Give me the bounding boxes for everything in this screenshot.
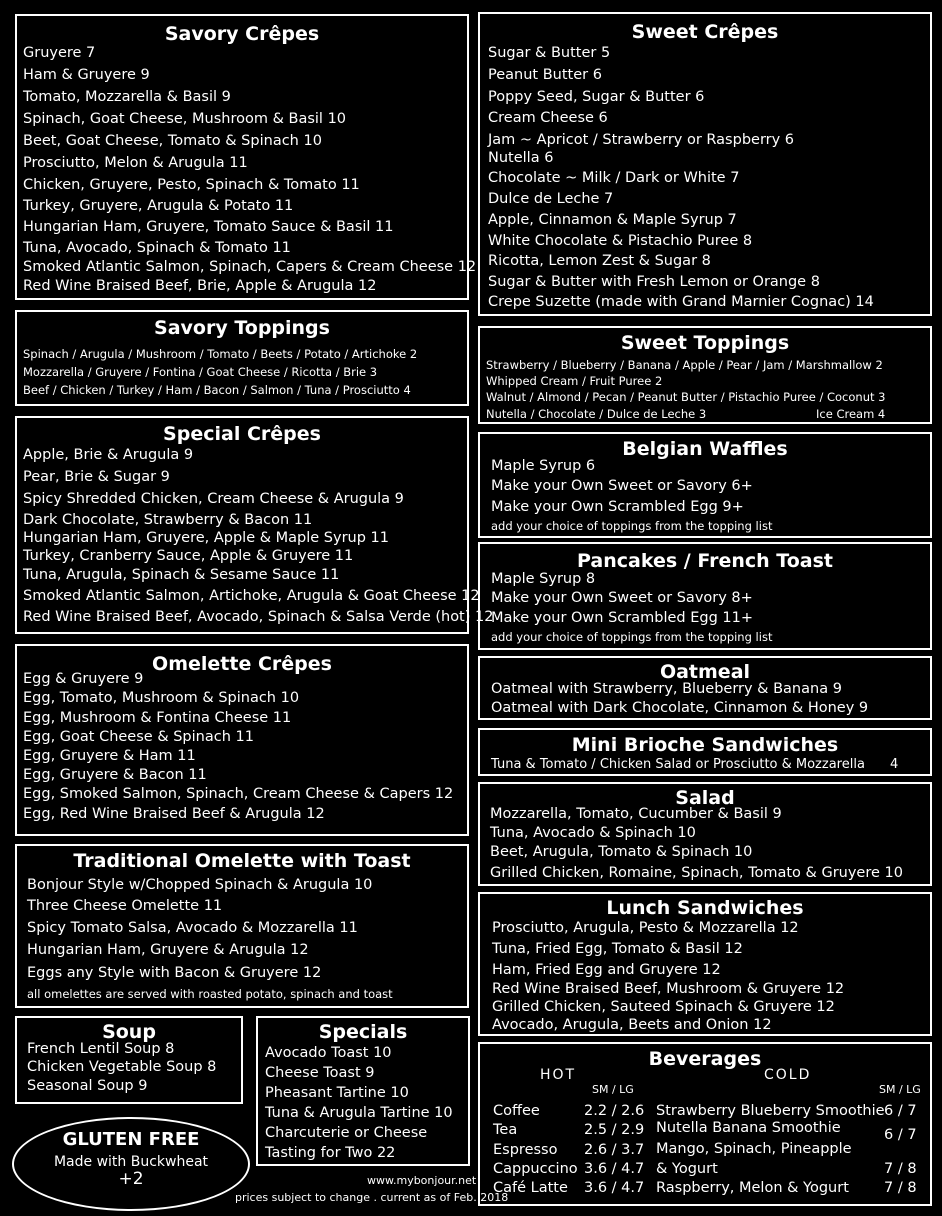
cold-beverage-name: & Yogurt (656, 1161, 718, 1177)
special-crepes-item: Spicy Shredded Chicken, Cream Cheese & Arugula 9 (23, 491, 404, 507)
special-crepes-item: Turkey, Cranberry Sauce, Apple & Gruyere 11 (23, 548, 354, 564)
savory-crepes-item: Smoked Atlantic Salmon, Spinach, Capers & Cream Cheese 12 (23, 259, 477, 275)
traditional-item: Spicy Tomato Salsa, Avocado & Mozzarella 11 (27, 920, 358, 936)
traditional-item: Three Cheese Omelette 11 (27, 898, 223, 914)
brioche-price: 4 (890, 757, 899, 772)
savory-crepes-item: Hungarian Ham, Gruyere, Tomato Sauce & Basil 11 (23, 219, 394, 235)
lunch-item: Grilled Chicken, Sauteed Spinach & Gruyere 12 (492, 999, 835, 1015)
hot-beverage-name: Coffee (493, 1103, 540, 1119)
traditional-item: Eggs any Style with Bacon & Gruyere 12 (27, 965, 322, 981)
lunch-item: Red Wine Braised Beef, Mushroom & Gruyere 12 (492, 981, 845, 997)
sweet-crepes-item: Dulce de Leche 7 (488, 191, 614, 207)
savory-crepes-item: Gruyere 7 (23, 45, 96, 61)
beverages-hot-header: HOT (540, 1067, 577, 1083)
omelette-crepes-item: Egg, Red Wine Braised Beef & Arugula 12 (23, 806, 325, 822)
lunch-item: Prosciutto, Arugula, Pesto & Mozzarella 12 (492, 920, 799, 936)
gluten-free-title: GLUTEN FREE (62, 1129, 200, 1150)
sweet-crepes-item: White Chocolate & Pistachio Puree 8 (488, 233, 753, 249)
cold-beverage-price: 7 / 8 (884, 1180, 917, 1196)
sweet-crepes-item: Poppy Seed, Sugar & Butter 6 (488, 89, 705, 105)
waffles-item: Maple Syrup 6 (491, 458, 596, 474)
beverages-title: Beverages (648, 1048, 762, 1070)
specials-item: Charcuterie or Cheese (265, 1125, 428, 1141)
specials-item: Avocado Toast 10 (265, 1045, 392, 1061)
hot-beverage-name: Cappuccino (493, 1161, 578, 1177)
sweet-toppings-title: Sweet Toppings (620, 332, 790, 354)
hot-beverage-name: Tea (493, 1122, 518, 1138)
waffles-item: Make your Own Scrambled Egg 9+ (491, 499, 744, 515)
cold-beverage-price: 6 / 7 (884, 1127, 917, 1143)
traditional-item: Hungarian Ham, Gruyere & Arugula 12 (27, 942, 309, 958)
special-crepes-item: Dark Chocolate, Strawberry & Bacon 11 (23, 512, 313, 528)
savory-crepes-item: Prosciutto, Melon & Arugula 11 (23, 155, 248, 171)
waffles-note: add your choice of toppings from the topping list (491, 519, 773, 533)
savory-crepes-item: Tomato, Mozzarella & Basil 9 (23, 89, 231, 105)
traditional-note: all omelettes are served with roasted potato, spinach and toast (27, 987, 393, 1001)
oatmeal-item: Oatmeal with Dark Chocolate, Cinnamon & Honey 9 (491, 700, 869, 716)
cold-size-label: SM / LG (879, 1083, 921, 1096)
special-crepes-item: Apple, Brie & Arugula 9 (23, 447, 194, 463)
savory-crepes-item: Red Wine Braised Beef, Brie, Apple & Arugula 12 (23, 278, 377, 294)
special-crepes-item: Hungarian Ham, Gruyere, Apple & Maple Syrup 11 (23, 530, 390, 546)
cold-beverage-name: Nutella Banana Smoothie (656, 1120, 841, 1136)
savory-toppings-item: Beef / Chicken / Turkey / Ham / Bacon / Salmon / Tuna / Prosciutto 4 (23, 383, 411, 397)
sweet-crepes-item: Chocolate ~ Milk / Dark or White 7 (488, 170, 740, 186)
gluten-free-price: +2 (118, 1169, 144, 1189)
soup-item: French Lentil Soup 8 (27, 1041, 175, 1057)
cold-beverage-price: 7 / 8 (884, 1161, 917, 1177)
special-crepes-item: Red Wine Braised Beef, Avocado, Spinach & Salsa Verde (hot) 12 (23, 609, 494, 625)
sweet-toppings-item: Whipped Cream / Fruit Puree 2 (486, 374, 663, 388)
omelette-crepes-item: Egg, Gruyere & Bacon 11 (23, 767, 207, 783)
savory-toppings-item: Mozzarella / Gruyere / Fontina / Goat Cheese / Ricotta / Brie 3 (23, 365, 378, 379)
savory-crepes-item: Tuna, Avocado, Spinach & Tomato 11 (23, 240, 291, 256)
brioche-item: Tuna & Tomato / Chicken Salad or Prosciutto & Mozzarella (491, 757, 865, 772)
lunch-title: Lunch Sandwiches (606, 897, 804, 919)
pancakes-note: add your choice of toppings from the topping list (491, 630, 773, 644)
oatmeal-title: Oatmeal (659, 661, 751, 683)
omelette-crepes-title: Omelette Crêpes (152, 653, 332, 675)
soup-item: Chicken Vegetable Soup 8 (27, 1059, 217, 1075)
gluten-free-subtitle: Made with Buckwheat (53, 1154, 209, 1170)
sweet-crepes-item: Apple, Cinnamon & Maple Syrup 7 (488, 212, 737, 228)
salad-item: Grilled Chicken, Romaine, Spinach, Tomato & Gruyere 10 (490, 865, 903, 881)
soup-item: Seasonal Soup 9 (27, 1078, 148, 1094)
cold-beverage-price: 6 / 7 (884, 1103, 917, 1119)
omelette-crepes-item: Egg, Goat Cheese & Spinach 11 (23, 729, 254, 745)
gluten-free-badge (12, 1117, 250, 1211)
specials-item: Pheasant Tartine 10 (265, 1085, 409, 1101)
special-crepes-item: Pear, Brie & Sugar 9 (23, 469, 170, 485)
oatmeal-item: Oatmeal with Strawberry, Blueberry & Banana 9 (491, 681, 842, 697)
cold-beverage-name: Raspberry, Melon & Yogurt (656, 1180, 849, 1196)
sweet-crepes-title: Sweet Crêpes (631, 21, 779, 43)
hot-beverage-name: Espresso (493, 1142, 558, 1158)
pancakes-item: Make your Own Sweet or Savory 8+ (491, 590, 753, 606)
sweet-crepes-item: Cream Cheese 6 (488, 110, 608, 126)
traditional-omelette-title: Traditional Omelette with Toast (73, 850, 411, 872)
salad-item: Mozzarella, Tomato, Cucumber & Basil 9 (490, 806, 782, 822)
sweet-crepes-item: Sugar & Butter with Fresh Lemon or Orange 8 (488, 274, 820, 290)
soup-title: Soup (102, 1021, 156, 1043)
specials-item: Tasting for Two 22 (265, 1145, 396, 1161)
special-crepes-item: Tuna, Arugula, Spinach & Sesame Sauce 11 (23, 567, 340, 583)
omelette-crepes-item: Egg & Gruyere 9 (23, 671, 144, 687)
omelette-crepes-item: Egg, Smoked Salmon, Spinach, Cream Cheese & Capers 12 (23, 786, 454, 802)
salad-title: Salad (675, 787, 735, 809)
lunch-item: Tuna, Fried Egg, Tomato & Basil 12 (492, 941, 743, 957)
hot-beverage-price: 2.6 / 3.7 (584, 1142, 645, 1158)
savory-crepes-item: Beet, Goat Cheese, Tomato & Spinach 10 (23, 133, 322, 149)
omelette-crepes-item: Egg, Gruyere & Ham 11 (23, 748, 196, 764)
savory-toppings-title: Savory Toppings (154, 317, 330, 339)
sweet-toppings-item: Nutella / Chocolate / Dulce de Leche 3 (486, 407, 707, 421)
sweet-toppings-item: Walnut / Almond / Pecan / Peanut Butter / Pistachio Puree / Coconut 3 (486, 390, 886, 404)
savory-crepes-item: Turkey, Gruyere, Arugula & Potato 11 (23, 198, 294, 214)
special-crepes-title: Special Crêpes (163, 423, 321, 445)
hot-beverage-price: 2.2 / 2.6 (584, 1103, 645, 1119)
sweet-crepes-item: Ricotta, Lemon Zest & Sugar 8 (488, 253, 711, 269)
hot-beverage-price: 3.6 / 4.7 (584, 1161, 645, 1177)
sweet-crepes-item: Peanut Butter 6 (488, 67, 602, 83)
omelette-crepes-item: Egg, Tomato, Mushroom & Spinach 10 (23, 690, 300, 706)
beverages-cold-header: COLD (764, 1067, 812, 1083)
hot-size-label: SM / LG (592, 1083, 634, 1096)
waffles-title: Belgian Waffles (622, 438, 788, 460)
sweet-crepes-item: Sugar & Butter 5 (488, 45, 611, 61)
savory-crepes-title: Savory Crêpes (164, 23, 320, 45)
sweet-toppings-extra: Ice Cream 4 (816, 407, 886, 421)
savory-crepes-item: Spinach, Goat Cheese, Mushroom & Basil 10 (23, 111, 347, 127)
sweet-crepes-item: Nutella 6 (488, 150, 554, 166)
footer-website: www.mybonjour.net (367, 1174, 477, 1187)
pancakes-item: Make your Own Scrambled Egg 11+ (491, 610, 753, 626)
sweet-crepes-item: Jam ~ Apricot / Strawberry or Raspberry 6 (488, 132, 795, 148)
hot-beverage-price: 2.5 / 2.9 (584, 1122, 645, 1138)
specials-title: Specials (318, 1021, 408, 1043)
salad-item: Beet, Arugula, Tomato & Spinach 10 (490, 844, 753, 860)
hot-beverage-price: 3.6 / 4.7 (584, 1180, 645, 1196)
salad-item: Tuna, Avocado & Spinach 10 (490, 825, 696, 841)
pancakes-item: Maple Syrup 8 (491, 571, 596, 587)
cold-beverage-name: Mango, Spinach, Pineapple (656, 1141, 852, 1157)
sweet-crepes-item: Crepe Suzette (made with Grand Marnier Cognac) 14 (488, 294, 874, 310)
sweet-toppings-item: Strawberry / Blueberry / Banana / Apple / Pear / Jam / Marshmallow 2 (486, 358, 883, 372)
special-crepes-item: Smoked Atlantic Salmon, Artichoke, Arugula & Goat Cheese 12 (23, 588, 480, 604)
specials-item: Tuna & Arugula Tartine 10 (265, 1105, 453, 1121)
cold-beverage-name: Strawberry Blueberry Smoothie (656, 1103, 885, 1119)
lunch-item: Ham, Fried Egg and Gruyere 12 (492, 962, 721, 978)
savory-toppings-item: Spinach / Arugula / Mushroom / Tomato / Beets / Potato / Artichoke 2 (23, 347, 418, 361)
specials-item: Cheese Toast 9 (265, 1065, 375, 1081)
pancakes-title: Pancakes / French Toast (577, 550, 833, 572)
footer-note: prices subject to change . current as of Feb. 2018 (235, 1191, 509, 1204)
brioche-title: Mini Brioche Sandwiches (571, 734, 839, 756)
savory-crepes-item: Ham & Gruyere 9 (23, 67, 150, 83)
waffles-item: Make your Own Sweet or Savory 6+ (491, 478, 753, 494)
savory-crepes-item: Chicken, Gruyere, Pesto, Spinach & Tomato 11 (23, 177, 360, 193)
traditional-item: Bonjour Style w/Chopped Spinach & Arugula 10 (27, 877, 373, 893)
hot-beverage-name: Café Latte (493, 1180, 568, 1196)
omelette-crepes-item: Egg, Mushroom & Fontina Cheese 11 (23, 710, 292, 726)
lunch-item: Avocado, Arugula, Beets and Onion 12 (492, 1017, 772, 1033)
